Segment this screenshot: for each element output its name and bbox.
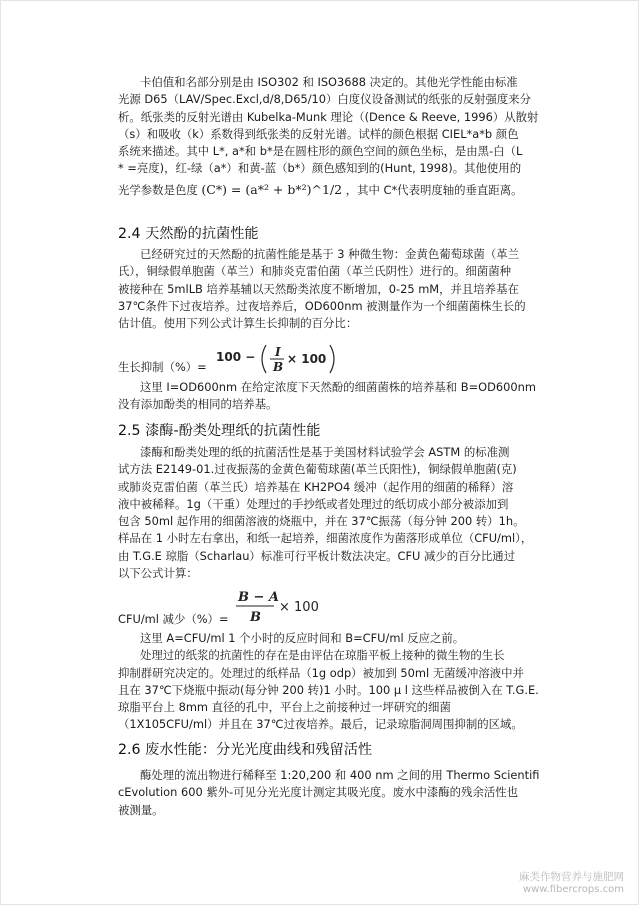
formula-multiplier: × 100 [287,352,327,366]
chroma-formula: (C*) = (a*² + b*²)^1/2 [201,181,343,197]
text-line: 系统来描述。其中 L*, a*和 b*是在圆柱形的颜色空间的颜色坐标，是由黑-白（L [118,144,523,159]
paragraph-formula1-explanation [118,379,548,414]
text-line: 析。纸张类的反射光谱由 Kubelka-Munk 理论（(Dence & Reeve, 1996）从散射 [118,109,539,124]
formula-constant: 100 − [216,350,256,364]
text-line: 试方法 E2149-01.过夜振荡的金黄色葡萄球菌(革兰氏阳性)，铜绿假单胞菌(克) [118,462,517,477]
text-line: 被测量。 [118,802,164,817]
growth-inhibition-formula [118,341,418,377]
text-line: * =亮度)，红-绿（a*）和黄-蓝（b*）颜色感知到的(Hunt, 1998)。其他使用的 [118,161,522,176]
text-line: 估计值。使用下列公式计算生长抑制的百分比： [118,316,358,331]
watermark-url: www.fibercrops.com [522,884,624,895]
text-line: 液中被稀释。1g（干重）处理过的手抄纸或者处理过的纸切成小部分被添加到 [118,496,509,511]
formula-label: 生长抑制（%）= [118,360,207,374]
text-line: 卡伯值和名部分别是由 ISO302 和 ISO3688 决定的。其他光学性能由标准 [140,75,518,89]
section-heading-2-4: 2.4 天然酚的抗菌性能 [118,226,259,242]
text-line: 这里 A=CFU/ml 1 个小时的反应时间和 B=CFU/ml 反应之前。 [140,631,465,645]
watermark [519,869,624,895]
right-paren [330,345,334,373]
text-line: 37℃条件下过夜培养。过夜培养后，OD600nm 被测量作为一个细菌菌株生长的 [118,298,526,313]
section-heading-2-6: 2.6 废水性能：分光光度曲线和残留活性 [118,742,373,758]
formula-svg [216,341,416,381]
fraction-denominator: B [273,360,284,374]
paragraph-treated-paper-antibacterial [118,444,548,582]
text-line: 或肺炎克雷伯菌（革兰氏）培养基在 KH2PO4 缓冲（起作用的细菌的稀释）溶 [118,479,514,494]
text-line: 抑制群研究决定的。处理过的纸样品（1g odp）被加到 50ml 无菌缓冲溶液中并 [118,665,524,680]
fraction-denominator: B [250,610,261,625]
text-line: 已经研究过的天然酚的抗菌性能是基于 3 种微生物：金黄色葡萄球菌（革兰 [140,247,519,261]
text-line: 被接种在 5mlLB 培养基辅以天然酚类浓度不断增加，0-25 mM，并且培养基在 [118,281,519,296]
text-line: （1X105CFU/ml）并且在 37℃过夜培养。最后，记录琼脂洞周围抑制的区域。 [118,717,523,732]
text-line: 包含 50ml 起作用的细菌溶液的烧瓶中，并在 37℃振荡（每分钟 200 转）1h。 [118,514,525,529]
text-line: 样品在 1 小时左右拿出，和纸一起培养，细菌浓度作为菌落形成单位（CFU/ml）， [118,531,533,546]
text-line: 光源 D65（LAV/Spec.Excl,d/8,D65/10）白度仪设备测试的纸张的反射强度来分 [118,92,532,107]
left-paren [262,345,266,373]
text-line: 没有添加酚类的相同的培养基。 [118,397,278,412]
text-fragment: 光学参数是色度 [118,182,198,197]
text-line: 这里 I=OD600nm 在给定浓度下天然酚的细菌菌株的培养基和 B=OD600nm [140,380,536,394]
watermark-title: 麻类作物营养与施肥网 [519,871,624,883]
text-line: 氏），铜绿假单胞菌（革兰）和肺炎克雷伯菌（革兰氏阴性）进行的。细菌菌种 [118,264,511,279]
formula-svg [236,587,356,629]
text-line: 以下公式计算： [118,566,198,581]
text-line: （s）和吸收（k）系数得到纸张类的反射光谱。试样的颜色根据 CIEL*a*b 颜色 [118,126,519,141]
paragraph-optical-properties [118,74,548,199]
text-line: 漆酶和酚类处理的纸的抗菌活性是基于美国材料试验学会 ASTM 的标准测 [140,445,510,459]
text-line: 且在 37℃下烧瓶中振动(每分钟 200 转)1 小时。100 μ l 这些样品被倒入在 T.G.E. [118,682,539,697]
formula-multiplier: × 100 [279,600,319,615]
fraction-numerator: I [275,345,281,359]
text-line [118,181,548,199]
section-heading-2-5: 2.5 漆酶-酚类处理纸的抗菌性能 [118,423,321,439]
cfu-reduction-formula [118,587,418,627]
text-line: 由 T.G.E 琼脂（Scharlau）标准可行平板计数法决定。CFU 减少的百分比通过 [118,548,516,563]
fraction-numerator: B − A [238,590,280,605]
text-line: 酶处理的流出物进行稀释至 1:20,200 和 400 nm 之间的用 Thermo Scientifi [140,768,540,782]
text-line: 琼脂平台上 8mm 直径的孔中，平台上之前接种过一坪研究的细菌 [118,700,451,715]
text-fragment: ，其中 C*代表明度轴的垂直距离。 [345,182,523,197]
formula-label: CFU/ml 减少（%）= [118,612,229,626]
text-line: 处理过的纸浆的抗菌性的存在是由评估在琼脂平板上接种的微生物的生长 [140,648,505,663]
paragraph-natural-phenol-antibacterial [118,246,548,332]
paragraph-wastewater [118,767,548,819]
text-line: cEvolution 600 紫外-可见分光光度计测定其吸光度。废水中漆酶的残余活性也 [118,785,519,800]
paragraph-pulp-antibacterial [118,630,548,734]
